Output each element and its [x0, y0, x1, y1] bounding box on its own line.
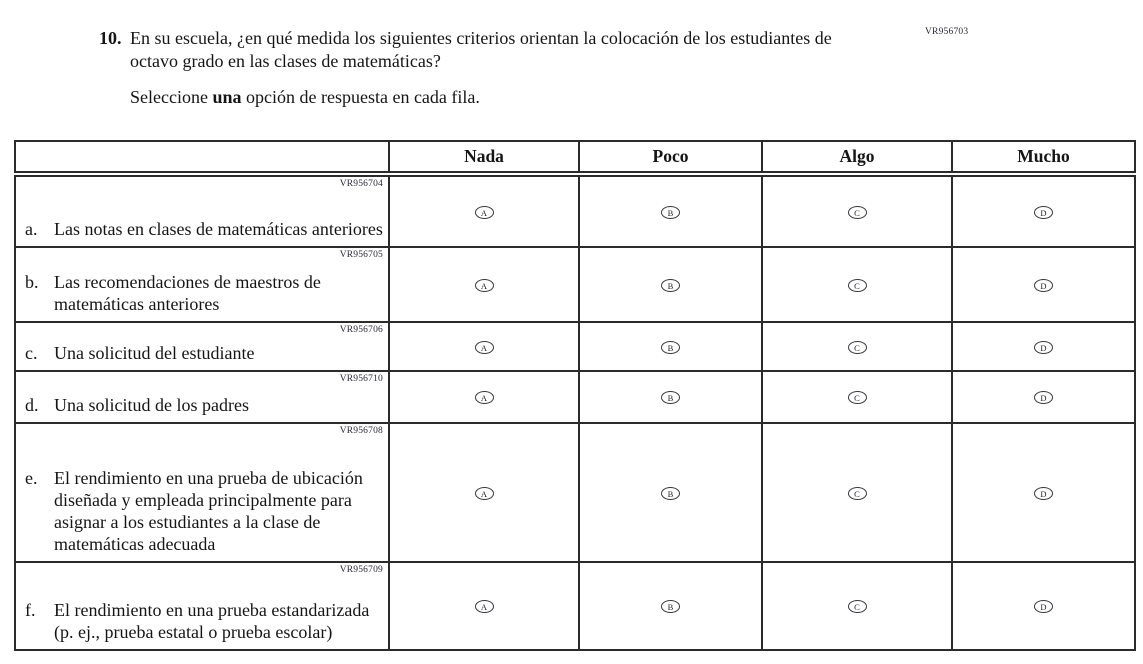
cell-a-algo — [762, 174, 952, 247]
bubble-option-c[interactable]: C — [848, 391, 867, 404]
form-accession-code: VR956703 — [925, 27, 969, 37]
cell-e-poco — [579, 423, 762, 562]
column-header-poco: Poco — [579, 141, 762, 174]
instruction-suffix: opción de respuesta en cada fila. — [241, 87, 480, 107]
header-empty-cell — [15, 141, 389, 174]
table-row-f — [15, 562, 1135, 650]
row-code-d: VR956710 — [339, 374, 383, 384]
item-letter-f: f. — [25, 600, 36, 620]
item-letter-d: d. — [25, 395, 39, 415]
row-code-e: VR956708 — [339, 426, 383, 436]
response-matrix — [14, 140, 1136, 651]
item-cell-e — [15, 423, 389, 562]
bubble-option-a[interactable]: A — [475, 391, 494, 404]
table-row-d — [15, 371, 1135, 423]
bubble-option-a[interactable]: A — [475, 279, 494, 292]
bubble-option-b[interactable]: B — [661, 600, 680, 613]
bubble-option-c[interactable]: C — [848, 600, 867, 613]
bubble-option-b[interactable]: B — [661, 206, 680, 219]
bubble-option-c[interactable]: C — [848, 279, 867, 292]
item-text-a: Las notas en clases de matemáticas anteriores — [54, 219, 383, 239]
bubble-option-c[interactable]: C — [848, 341, 867, 354]
bubble-option-a[interactable]: A — [475, 206, 494, 219]
cell-c-nada — [389, 322, 579, 371]
bubble-option-a[interactable]: A — [475, 341, 494, 354]
cell-d-mucho — [952, 371, 1135, 423]
cell-e-algo — [762, 423, 952, 562]
row-code-f: VR956709 — [339, 565, 383, 575]
item-text-f: El rendimiento en una prueba estandarizada (p. ej., prueba estatal o prueba escolar) — [54, 600, 370, 642]
table-row-e — [15, 423, 1135, 562]
row-code-b: VR956705 — [339, 250, 383, 260]
item-letter-c: c. — [25, 343, 38, 363]
item-cell-f — [15, 562, 389, 650]
bubble-option-d[interactable]: D — [1034, 391, 1053, 404]
cell-f-poco — [579, 562, 762, 650]
question-text: En su escuela, ¿en qué medida los siguientes criterios orientan la colocación de los estudiantes de octavo grado en las clases de matemáticas? — [130, 28, 832, 71]
header-row — [15, 141, 1135, 174]
cell-a-nada — [389, 174, 579, 247]
bubble-option-d[interactable]: D — [1034, 600, 1053, 613]
item-text-c: Una solicitud del estudiante — [54, 343, 255, 363]
column-header-mucho: Mucho — [952, 141, 1135, 174]
cell-b-algo — [762, 247, 952, 322]
bubble-option-b[interactable]: B — [661, 487, 680, 500]
cell-f-algo — [762, 562, 952, 650]
bubble-option-d[interactable]: D — [1034, 206, 1053, 219]
column-header-algo: Algo — [762, 141, 952, 174]
cell-f-nada — [389, 562, 579, 650]
item-letter-a: a. — [25, 219, 38, 239]
cell-d-poco — [579, 371, 762, 423]
cell-d-algo — [762, 371, 952, 423]
cell-b-mucho — [952, 247, 1135, 322]
bubble-option-b[interactable]: B — [661, 391, 680, 404]
cell-a-mucho — [952, 174, 1135, 247]
instruction-bold: una — [212, 87, 242, 107]
bubble-option-d[interactable]: D — [1034, 487, 1053, 500]
bubble-option-c[interactable]: C — [848, 487, 867, 500]
bubble-option-d[interactable]: D — [1034, 341, 1053, 354]
cell-e-mucho — [952, 423, 1135, 562]
instruction-prefix: Seleccione — [130, 87, 213, 107]
cell-c-mucho — [952, 322, 1135, 371]
cell-c-algo — [762, 322, 952, 371]
item-letter-b: b. — [25, 272, 39, 292]
table-row-b — [15, 247, 1135, 322]
cell-b-poco — [579, 247, 762, 322]
column-header-nada: Nada — [389, 141, 579, 174]
bubble-option-d[interactable]: D — [1034, 279, 1053, 292]
table-row-a — [15, 174, 1135, 247]
cell-a-poco — [579, 174, 762, 247]
item-text-b: Las recomendaciones de maestros de matemáticas anteriores — [54, 272, 321, 314]
cell-f-mucho — [952, 562, 1135, 650]
row-code-a: VR956704 — [339, 179, 383, 189]
bubble-option-b[interactable]: B — [661, 341, 680, 354]
question-instruction — [130, 86, 854, 109]
question-number: 10. — [99, 28, 122, 48]
item-cell-a — [15, 174, 389, 247]
bubble-option-c[interactable]: C — [848, 206, 867, 219]
bubble-option-a[interactable]: A — [475, 600, 494, 613]
cell-d-nada — [389, 371, 579, 423]
cell-e-nada — [389, 423, 579, 562]
cell-b-nada — [389, 247, 579, 322]
bubble-option-b[interactable]: B — [661, 279, 680, 292]
item-letter-e: e. — [25, 468, 38, 488]
cell-c-poco — [579, 322, 762, 371]
question-10 — [99, 27, 854, 109]
item-cell-d — [15, 371, 389, 423]
item-text-d: Una solicitud de los padres — [54, 395, 249, 415]
item-cell-b — [15, 247, 389, 322]
bubble-option-a[interactable]: A — [475, 487, 494, 500]
row-code-c: VR956706 — [339, 325, 383, 335]
item-text-e: El rendimiento en una prueba de ubicación diseñada y empleada principalmente para asignar a los estudiantes a la clase de matemáticas adecuada — [54, 468, 363, 554]
table-row-c — [15, 322, 1135, 371]
item-cell-c — [15, 322, 389, 371]
